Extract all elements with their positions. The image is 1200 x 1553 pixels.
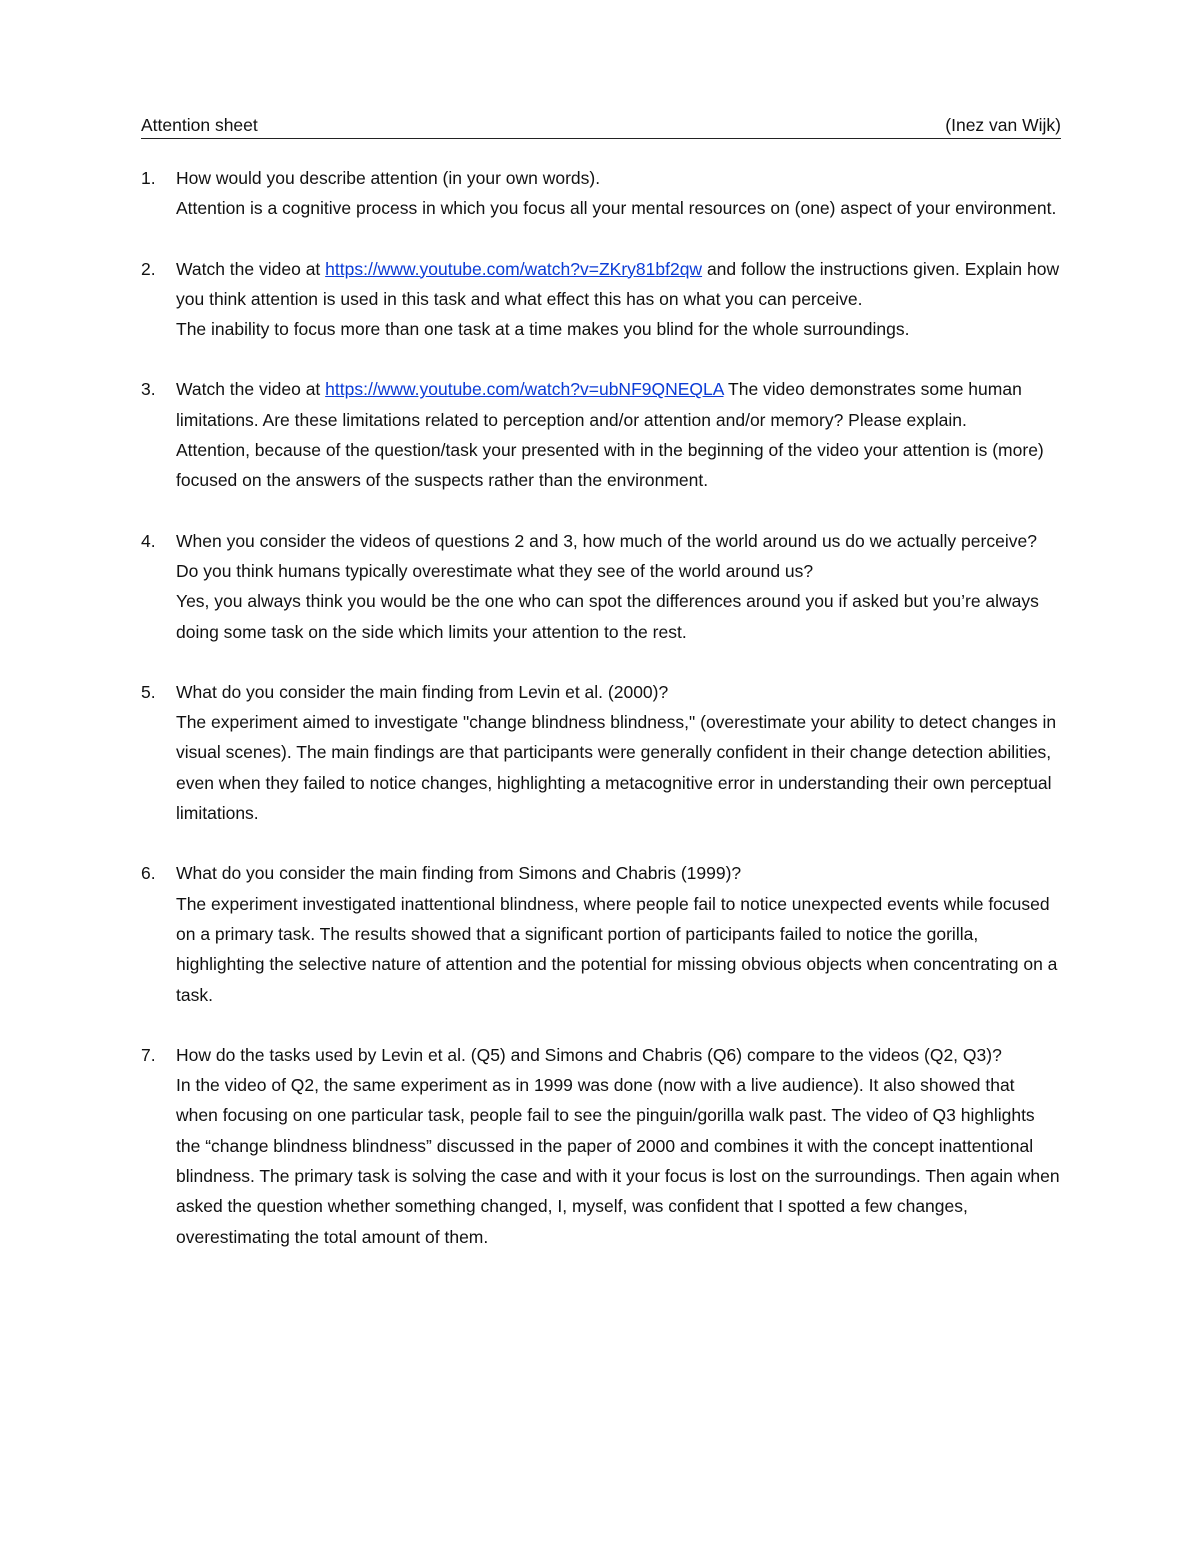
question-item-1: [141, 163, 1061, 224]
answer-text: Attention is a cognitive process in which you focus all your mental resources on (one) aspect of your environment.: [176, 198, 1057, 219]
question-item-4: [141, 526, 1061, 647]
document-title: Attention sheet: [141, 115, 258, 135]
question-number: 4.: [141, 530, 156, 551]
question-list: [141, 163, 1061, 1252]
video-link[interactable]: https://www.youtube.com/watch?v=ubNF9QNEQLA: [325, 379, 724, 400]
question-number: 5.: [141, 681, 156, 702]
question-text: How do the tasks used by Levin et al. (Q5) and Simons and Chabris (Q6) compare to the videos (Q2, Q3)?: [176, 1044, 1002, 1065]
question-text: [176, 254, 1061, 315]
question-text-after-link: The video demonstrates some human limitations. Are these limitations related to perception and/or attention and/or memory? Please explain.: [176, 379, 1022, 430]
answer-text: The experiment investigated inattentional blindness, where people fail to notice unexpected events while focused on a primary task. The results showed that a significant portion of participants failed to notice the gorilla, highlighting the selective nature of attention and the potential for missing obvious objects when concentrating on a task.: [176, 893, 1058, 1005]
question-item-2: [141, 254, 1061, 345]
question-text: [176, 374, 1061, 435]
question-text: What do you consider the main finding from Levin et al. (2000)?: [176, 681, 669, 702]
question-text-before-link: Watch the video at: [176, 379, 326, 400]
question-item-5: [141, 677, 1061, 828]
answer-text: The experiment aimed to investigate "change blindness blindness," (overestimate your ability to detect changes in visual scenes). The main findings are that participants were generally confident in their change detection abilities, even when they failed to notice changes, highlighting a metacognitive error in understanding their own perceptual limitations.: [176, 712, 1057, 824]
question-number: 7.: [141, 1044, 156, 1065]
document-author: (Inez van Wijk): [945, 115, 1061, 135]
question-number: 6.: [141, 863, 156, 884]
question-item-3: [141, 374, 1061, 495]
question-number: 2.: [141, 258, 156, 279]
question-text: What do you consider the main finding from Simons and Chabris (1999)?: [176, 863, 742, 884]
question-text-after-link: and follow the instructions given. Explain how you think attention is used in this task and what effect this has on what you can perceive.: [176, 258, 1060, 309]
document-page: [141, 112, 1061, 1282]
question-item-6: [141, 858, 1061, 1009]
answer-text: The inability to focus more than one task at a time makes you blind for the whole surroundings.: [176, 319, 910, 340]
answer-text: In the video of Q2, the same experiment as in 1999 was done (now with a live audience). It also showed that when focusing on one particular task, people fail to see the pinguin/gorilla walk past. The video of Q3 highlights the “change blindness blindness” discussed in the paper of 2000 and combines it with the concept inattentional blindness. The primary task is solving the case and with it your focus is lost on the surroundings. Then again when asked the question whether something changed, I, myself, was confident that I spotted a few changes, overestimating the total amount of them.: [176, 1075, 1060, 1247]
question-text: When you consider the videos of questions 2 and 3, how much of the world around us do we actually perceive? Do you think humans typically overestimate what they see of the world around us?: [176, 530, 1037, 581]
video-link[interactable]: https://www.youtube.com/watch?v=ZKry81bf2qw: [325, 258, 703, 279]
answer-text: Attention, because of the question/task your presented with in the beginning of the video your attention is (more) focused on the answers of the suspects rather than the environment.: [176, 440, 1044, 491]
question-number: 3.: [141, 379, 156, 400]
question-text: How would you describe attention (in your own words).: [176, 168, 601, 188]
answer-text: Yes, you always think you would be the one who can spot the differences around you if asked but you’re always doing some task on the side which limits your attention to the rest.: [176, 591, 1039, 642]
question-item-7: [141, 1040, 1061, 1252]
question-text-before-link: Watch the video at: [176, 258, 326, 279]
question-number: 1.: [141, 168, 156, 188]
document-header: [141, 112, 1061, 139]
